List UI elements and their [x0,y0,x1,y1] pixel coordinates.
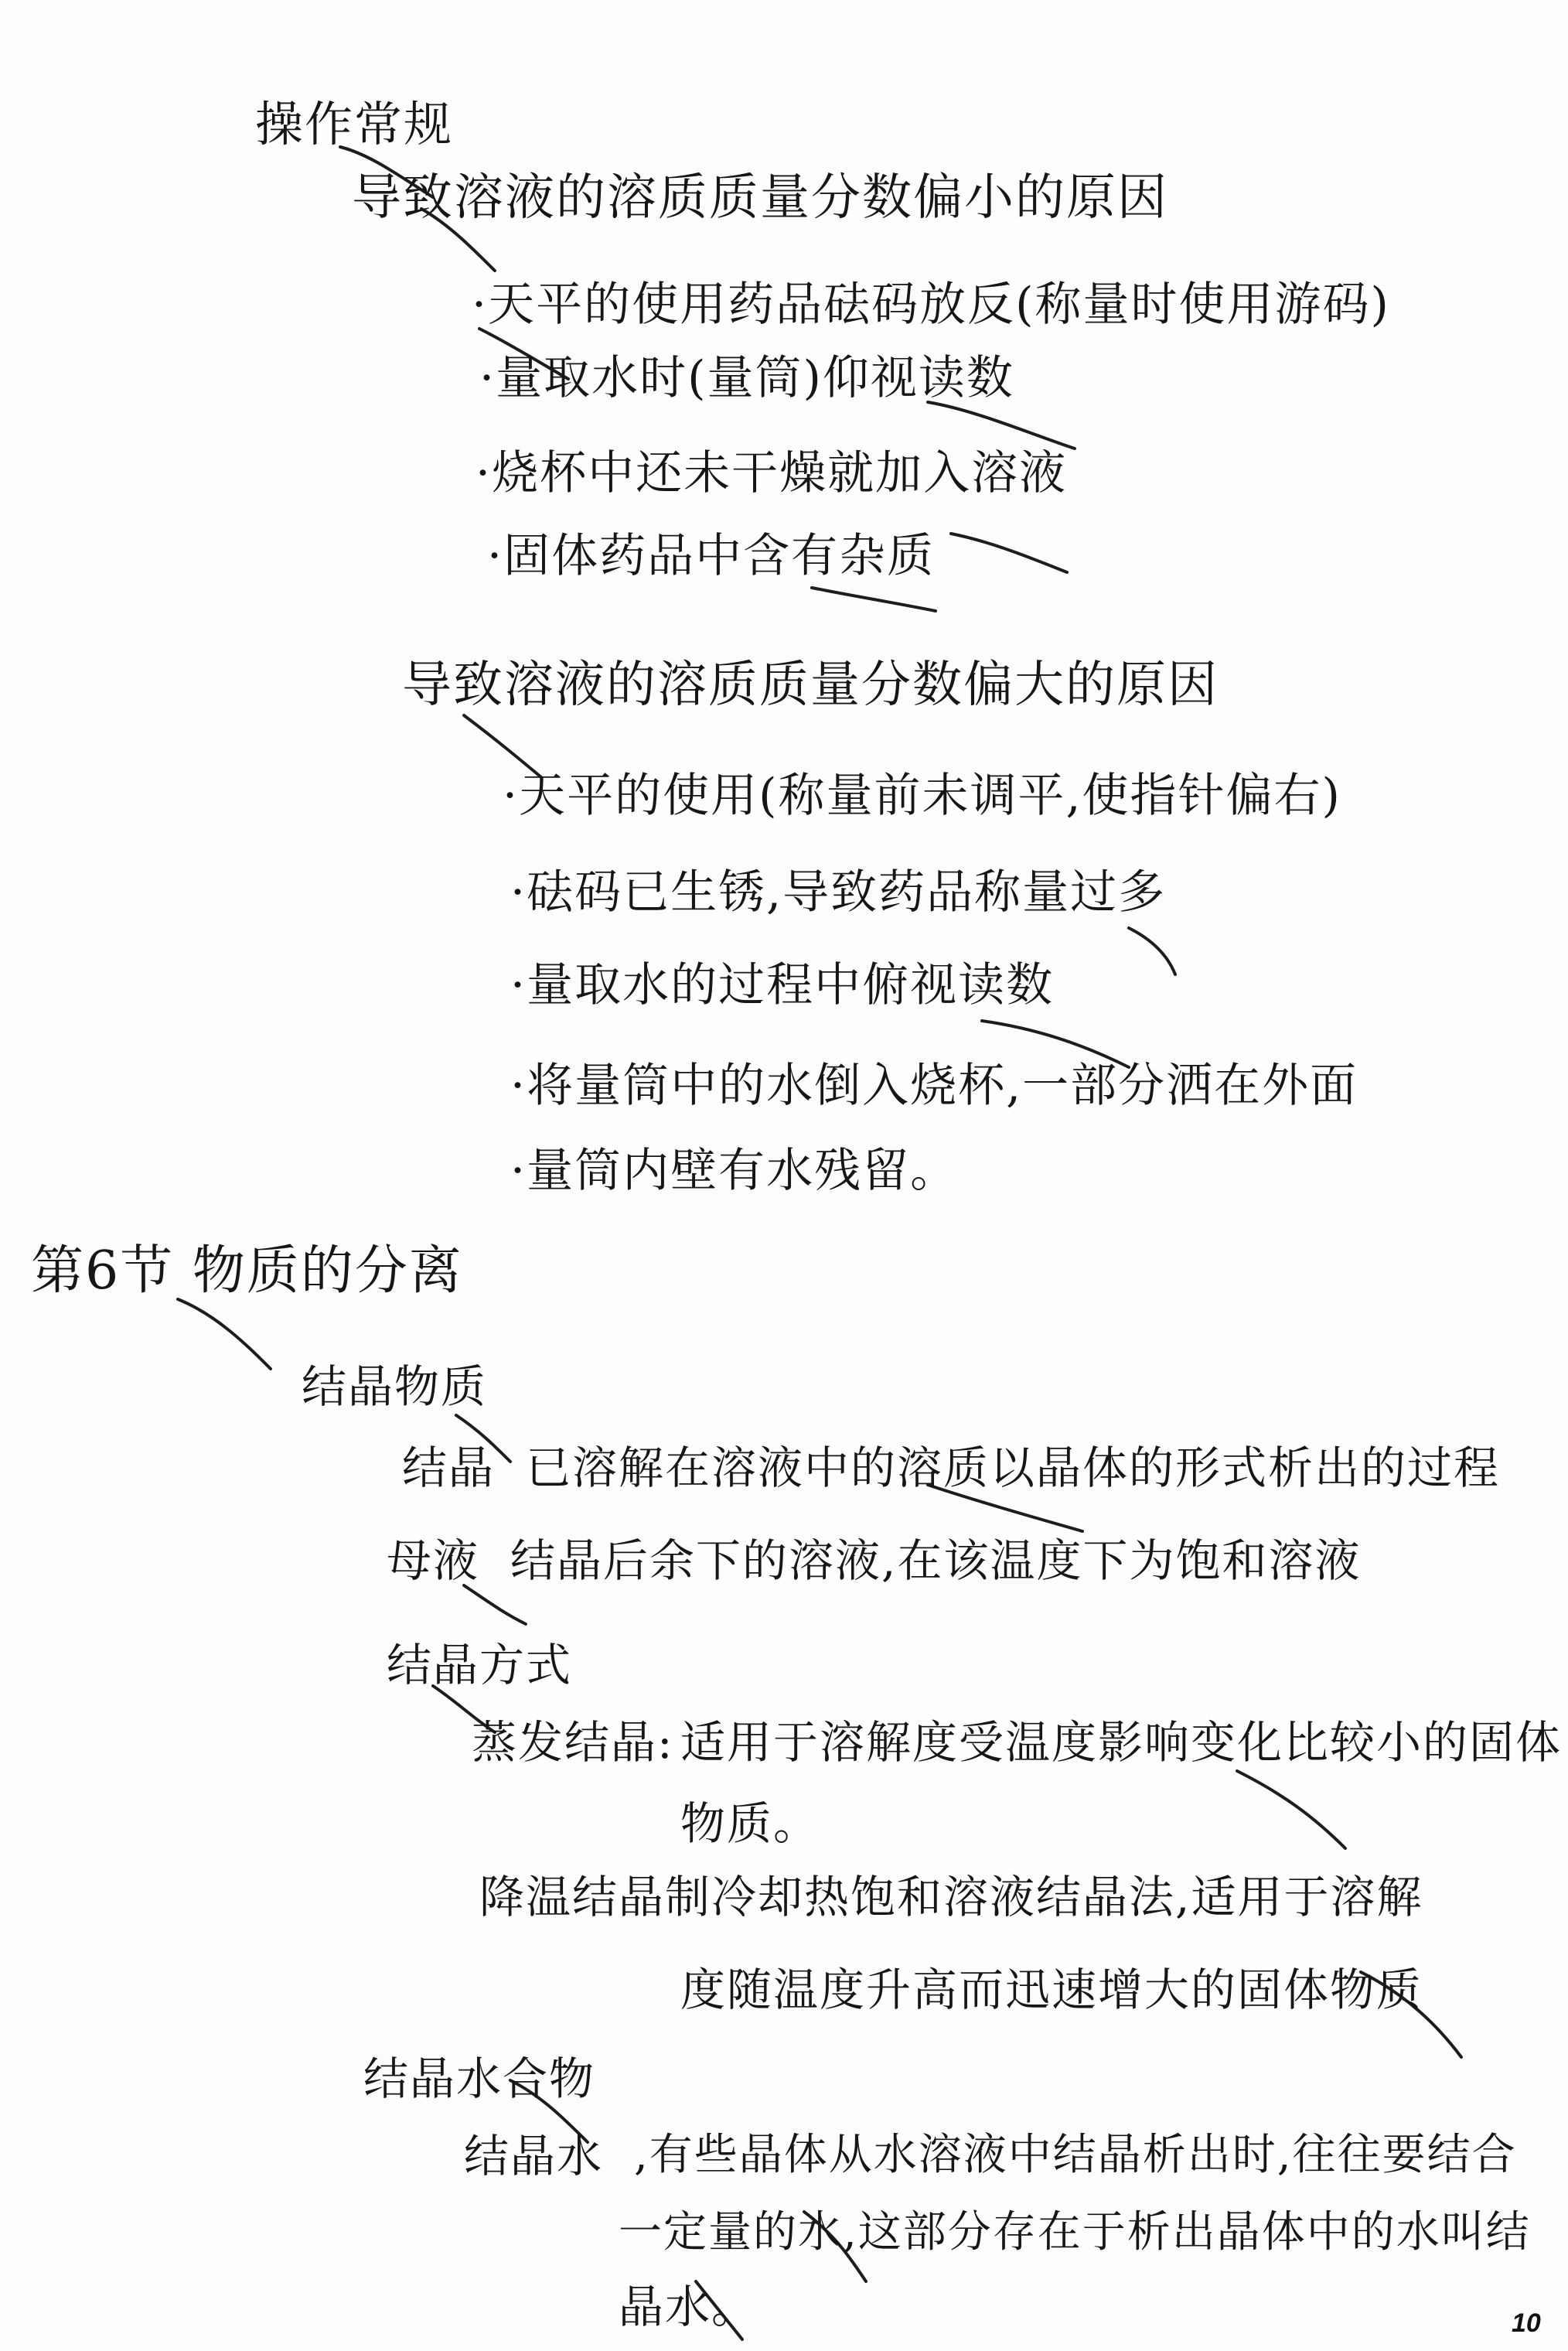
crystallization-term: 结晶 [402,1442,496,1494]
large-fraction-item-5: ·量筒内壁有水残留。 [510,1144,959,1198]
small-fraction-item-3: ·烧杯中还未干燥就加入溶液 [476,446,1068,500]
connector-small-item-3 [951,534,1067,572]
crystallization-definition: 已溶解在溶液中的溶质以晶体的形式析出的过程 [526,1442,1501,1494]
cooling-text-line-2: 度随温度升高而迅速增大的固体物质 [680,1964,1423,2016]
cooling-text-line-1: 制冷却热饱和溶液结晶法,适用于溶解 [665,1871,1423,1923]
section-title-small-fraction: 导致溶液的溶质质量分数偏小的原因 [352,169,1168,227]
connector-large-title [464,715,541,777]
chapter-title: 第6节 物质的分离 [31,1240,463,1302]
crystallization-title: 结晶物质 [302,1360,488,1413]
large-fraction-item-3: ·量取水的过程中俯视读数 [510,958,1055,1012]
connector-mother-def [464,1585,526,1624]
hydrate-text-line-2: 一定量的水,这部分存在于析出晶体中的水叫结 [619,2207,1531,2257]
large-fraction-item-4: ·将量筒中的水倒入烧杯,一部分洒在外面 [510,1059,1358,1113]
connector-chapter [178,1299,271,1369]
evaporation-text-line-1: 适用于溶解度受温度影响变化比较小的固体 [680,1716,1563,1769]
water-of-crystallization-term: 结晶水 [464,2130,604,2182]
section-title-large-fraction: 导致溶液的溶质质量分数偏大的原因 [402,657,1219,714]
connector-large-item-2 [1129,928,1175,974]
small-fraction-item-2: ·量取水时(量筒)仰视读数 [479,351,1014,405]
connector-evap [1237,1771,1345,1848]
hydrate-text-line-3: 晶水。 [619,2281,758,2333]
evaporation-text-line-2: 物质。 [680,1797,820,1850]
evaporation-term: 蒸发结晶: [472,1716,674,1769]
crystallization-methods-title: 结晶方式 [387,1639,573,1691]
page-number: 10 [1512,2308,1541,2338]
connector-small-item-2 [928,402,1075,449]
hydrate-title: 结晶水合物 [363,2052,596,2105]
hydrate-text-line-1: ,有些晶体从水溶液中结晶析出时,往往要结合 [634,2130,1517,2180]
mother-liquor-definition: 结晶后余下的溶液,在该温度下为饱和溶液 [510,1534,1362,1587]
connector-small-item-4 [812,588,936,611]
large-fraction-item-2: ·砝码已生锈,导致药品称量过多 [510,865,1167,920]
small-fraction-item-4: ·固体药品中含有杂质 [487,529,936,583]
large-fraction-item-1: ·天平的使用(称量前未调平,使指针偏右) [503,769,1341,823]
mother-liquor-term: 母液 [387,1534,480,1587]
small-fraction-item-1: ·天平的使用药品砝码放反(称量时使用游码) [472,278,1390,332]
cooling-term: 降温结晶 [479,1871,666,1923]
heading-operation-rules: 操作常规 [255,96,454,152]
